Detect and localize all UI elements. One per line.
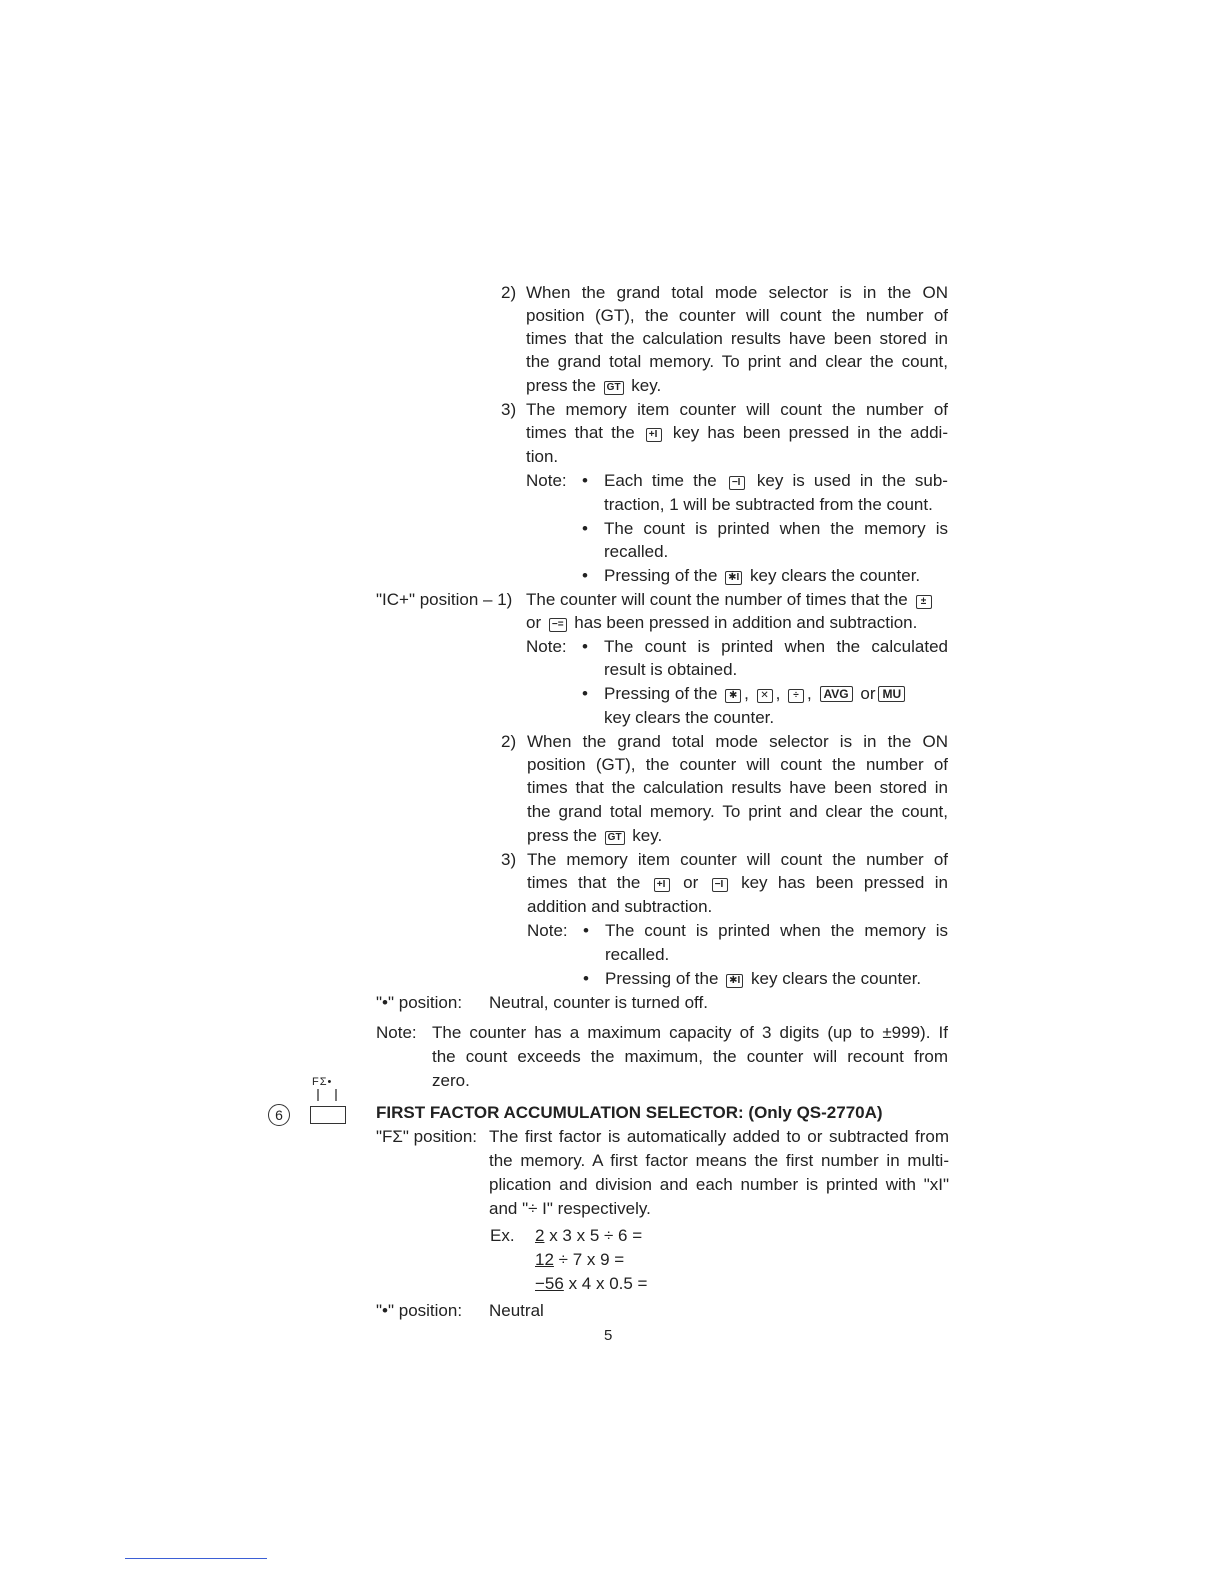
mem1-line2-post: key has been pressed in the addi- [672,423,948,442]
mem2-line2-pre: times that the [527,873,641,892]
gt-key-icon: GT [604,381,624,395]
gt2-line-4: the grand total memory. To print and clear the count, [527,802,948,821]
mem1-line-1: The memory item counter will count the number of [526,400,948,419]
bullet-icon: • [582,471,588,490]
ic-note-1 [582,636,948,658]
example-label: Ex. [490,1226,515,1245]
ic-note-1-cont: result is obtained. [604,660,738,679]
gt1-line-3: times that the calculation results have been stored in [526,329,948,348]
mem2-line-3: addition and subtraction. [527,897,713,916]
example-3-rest: x 4 x 0.5 = [563,1274,648,1293]
mem1-number: 3) [501,400,517,419]
fz-line-3: plication and division and each number is printed with "xI" [489,1175,949,1194]
mem2-note2-post: key clears the counter. [751,969,922,988]
section6-heading: FIRST FACTOR ACCUMULATION SELECTOR: (Only QS-2770A) [376,1103,883,1122]
mem1-note-label: Note: [526,471,567,490]
mem1-line2-pre: times that the [526,423,635,442]
gt1-press-pre: press the [526,376,596,395]
ic-note-2: • Pressing of the ✱ , ✕ , ÷ , AVG or MU [582,683,908,705]
fz-line-2: the memory. A first factor means the first number in multi- [489,1151,949,1170]
minus-i-key-icon: −I [712,878,728,892]
mem2-note-2 [583,968,921,990]
bullet-icon: • [582,566,588,585]
example-2 [535,1249,624,1271]
dot-position-label: "•" position: [376,993,463,1012]
example-2-rest: ÷ 7 x 9 = [553,1250,625,1269]
mem2-number: 3) [501,850,517,869]
mem1-line-2 [526,422,948,444]
capacity-note-line-3: zero. [432,1071,470,1090]
footer-rule [125,1558,267,1559]
ic-note1-text: The count is printed when the calculated [604,637,948,656]
bullet-icon: • [583,921,589,940]
multiply-key-icon: ✕ [757,689,773,703]
mem1-line-3: tion. [526,447,559,466]
section-number-circle: 6 [268,1104,290,1126]
mem1-note2-text: The count is printed when the memory is [604,519,948,538]
switch-position-labels: FΣ• [312,1076,333,1088]
gt1-press-line [526,375,661,397]
mem2-note-label: Note: [527,921,568,940]
example-3 [535,1273,647,1295]
gt2-press-post: key. [632,826,663,845]
example-1-first-factor: 2 [535,1226,545,1245]
mem1-note3-post: key clears the counter. [750,566,921,585]
gt1-line-4: the grand total memory. To print and clear the count, [526,352,948,371]
switch-tick-marks-icon [314,1088,344,1102]
bullet-icon: • [582,637,588,656]
mem1-note-1 [582,470,948,492]
minus-i-key-icon: −I [729,476,745,490]
mem1-note1-pre: Each time the [604,471,717,490]
capacity-note-label: Note: [376,1023,417,1042]
gt2-line-2: position (GT), the counter will count the number of [527,755,948,774]
ic-label: "IC+" position – 1) [376,590,513,609]
example-1-rest: x 3 x 5 ÷ 6 = [544,1226,643,1245]
mem1-note-2 [582,518,948,540]
example-1 [535,1225,642,1247]
ic-note-label: Note: [526,637,567,656]
ic-note2-or: or [860,684,876,703]
dot-position-2-text: Neutral [489,1301,544,1320]
star-key-icon: ✱ [725,689,741,703]
gt1-press-post: key. [631,376,662,395]
plus-i-key-icon: +I [654,878,670,892]
ic-line2-pre: or [526,613,542,632]
gt2-line-3: times that the calculation results have been stored in [527,778,948,797]
gt1-number: 2) [501,283,517,302]
dot-position-text: Neutral, counter is turned off. [489,993,708,1012]
fz-line-4: and "÷ I" respectively. [489,1199,651,1218]
mem2-note-1 [583,920,948,942]
example-2-first-factor: 12 [535,1250,554,1269]
plus-i-key-icon: +I [646,428,662,442]
mem1-note3-pre: Pressing of the [604,566,718,585]
mem2-line2-or: or [683,873,699,892]
mem2-line-2 [527,872,948,894]
mem2-line2-post: key has been pressed in [741,873,948,892]
dot-position-2-label: "•" position: [376,1301,463,1320]
ic-line-1 [526,589,935,611]
mem2-note1-text: The count is printed when the memory is [605,921,948,940]
ic-note-2-cont: key clears the counter. [604,708,775,727]
mem1-note-2-cont: recalled. [604,542,669,561]
ic-line1-pre: The counter will count the number of times that the [526,590,908,609]
gt2-press-pre: press the [527,826,597,845]
ic-line-2 [526,612,917,634]
gt2-line-1: When the grand total mode selector is in the ON [527,732,948,751]
mu-key-icon: MU [878,686,905,702]
gt1-line-1: When the grand total mode selector is in the ON [526,283,948,302]
capacity-note-line-2: the count exceeds the maximum, the counter will recount from [432,1047,948,1066]
plus-minus-key-icon: ± [916,595,932,609]
ic-line2-post: has been pressed in addition and subtraction. [574,613,918,632]
divide-key-icon: ÷ [788,689,804,703]
gt2-press-line [527,825,662,847]
star-i-key-icon: ✱I [725,571,742,585]
fz-line-1: The first factor is automatically added to or subtracted from [489,1127,949,1146]
mem1-note-1-cont: traction, 1 will be subtracted from the count. [604,495,933,514]
mem2-note2-pre: Pressing of the [605,969,719,988]
ic-note2-pre: Pressing of the [604,684,718,703]
gt-key-icon: GT [605,831,625,845]
star-i-key-icon: ✱I [726,974,743,988]
bullet-icon: • [583,969,589,988]
bullet-icon: • [582,684,588,703]
mem2-line-1: The memory item counter will count the number of [527,850,948,869]
mem1-note-3 [582,565,920,587]
mem2-note-1-cont: recalled. [605,945,670,964]
gt2-number: 2) [501,732,517,751]
minus-equals-key-icon: −= [549,618,567,632]
fz-position-label: "FΣ" position: [376,1127,478,1146]
gt1-line-2: position (GT), the counter will count the number of [526,306,948,325]
example-3-first-factor: −56 [535,1274,564,1293]
page-number: 5 [604,1327,613,1344]
mem1-note1-post: key is used in the sub- [756,471,948,490]
capacity-note-line-1: The counter has a maximum capacity of 3 digits (up to ±999). If [432,1023,948,1042]
avg-key-icon: AVG [820,686,853,702]
selector-switch-icon [310,1106,346,1124]
bullet-icon: • [582,519,588,538]
